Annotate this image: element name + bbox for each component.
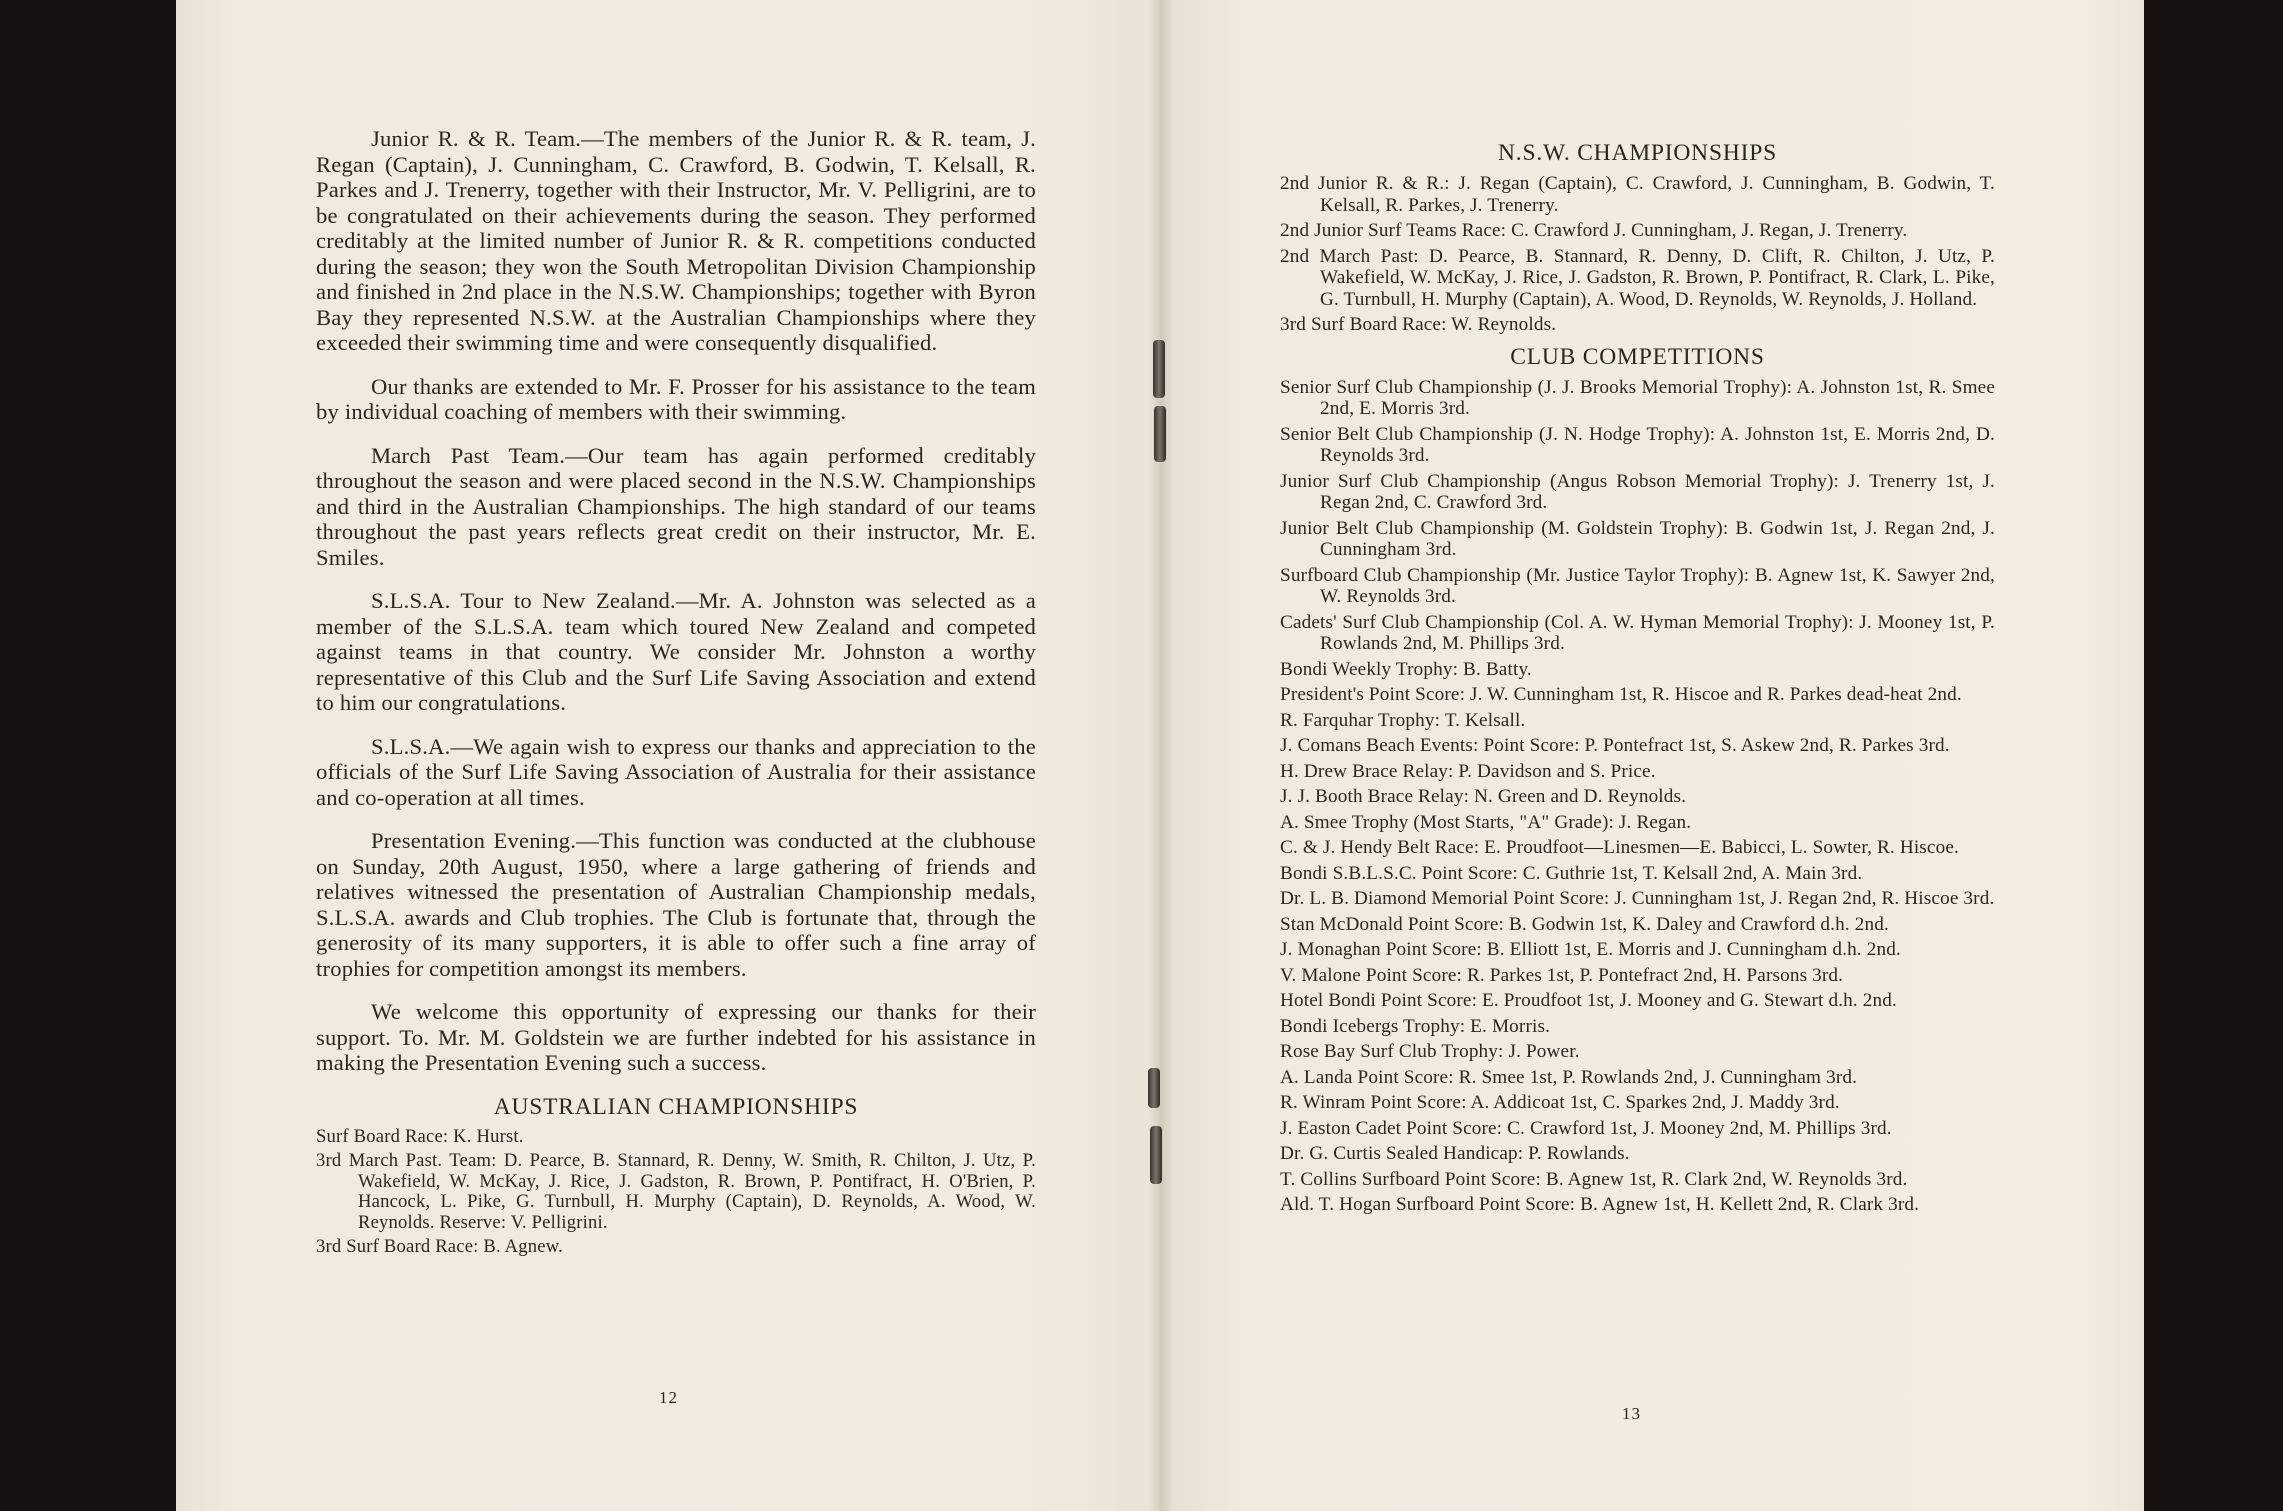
result-entry: 2nd March Past: D. Pearce, B. Stannard, R. Denny, D. Clift, R. Chilton, J. Utz, P. Wakefield, W. McKay, J. Rice, J. Gadston, R. Brown, P. Pontifract, R. Clark, L. Pike, G. Turnbull, H. Murphy (Captain), A. Wood, D. Reynolds, W. Reynolds, J. Holland. bbox=[1280, 245, 1995, 310]
result-entry: 3rd Surf Board Race: W. Reynolds. bbox=[1280, 314, 1557, 335]
result-entry: C. & J. Hendy Belt Race: E. Proudfoot—Linesmen—E. Babicci, L. Sowter, R. Hiscoe. bbox=[1280, 837, 1959, 858]
club-competitions-heading: CLUB COMPETITIONS bbox=[1510, 343, 1765, 370]
paragraph-text: Our thanks are extended to Mr. F. Prosser for his assistance to the team by individual coaching of members with their swimming. bbox=[316, 373, 1036, 424]
paragraph-text: —Mr. A. Johnston was selected as a member of the S.L.S.A. team which toured New Zealand and competed against teams in that country. We consider Mr. Johnston a worthy representative of this Club and the Surf Life Saving Association and extend to him our congratulations. bbox=[316, 588, 1036, 715]
result-entry: J. Comans Beach Events: Point Score: P. Pontefract 1st, S. Askew 2nd, R. Parkes 3rd. bbox=[1280, 735, 1950, 756]
paragraph-text: —We again wish to express our thanks and appreciation to the officials of the Surf Life Saving Association of Australia for their assistance and co-operation at all times. bbox=[316, 733, 1036, 810]
result-entry: 2nd Junior R. & R.: J. Regan (Captain), C. Crawford, J. Cunningham, B. Godwin, T. Kelsall, R. Parkes, J. Trenerry. bbox=[1280, 173, 1995, 216]
paragraph-text: We welcome this opportunity of expressing our thanks for their support. To. Mr. M. Goldstein we are further indebted for his assistance in making the Presentation Evening such a success. bbox=[316, 999, 1036, 1075]
result-entry: T. Collins Surfboard Point Score: B. Agnew 1st, R. Clark 2nd, W. Reynolds 3rd. bbox=[1280, 1168, 1908, 1190]
left-paragraphs bbox=[316, 126, 1036, 1076]
paragraph-text: —This function was conducted at the clubhouse on Sunday, 20th August, 1950, where a large gathering of friends and relatives witnessed the presentation of Australian Championship medals, S.L.S.A. awards and Club trophies. The Club is fortunate that, through the generosity of its many supporters, it is able to offer such a fine array of trophies for competition amongst its members. bbox=[316, 828, 1036, 981]
staple-top-lower bbox=[1154, 406, 1166, 462]
result-entry: Surf Board Race: K. Hurst. bbox=[316, 1125, 524, 1147]
paragraph-text: —Our team has again performed creditably throughout the season and were placed second in the N.S.W. Championships and third in the Australian Championships. The high standard of our teams throughout the past years reflects great credit on their instructor, Mr. E. Smiles. bbox=[316, 442, 1036, 570]
paragraph-lead: Junior R. & R. Team. bbox=[371, 126, 582, 151]
nsw-championships-list bbox=[1280, 173, 1995, 336]
result-entry: Surfboard Club Championship (Mr. Justice Taylor Trophy): B. Agnew 1st, K. Sawyer 2nd, W. Reynolds 3rd. bbox=[1280, 564, 1995, 607]
result-entry: Junior Surf Club Championship (Angus Robson Memorial Trophy): J. Trenerry 1st, J. Regan 2nd, C. Crawford 3rd. bbox=[1280, 470, 1995, 513]
paragraph bbox=[316, 443, 1036, 571]
result-entry: R. Farquhar Trophy: T. Kelsall. bbox=[1280, 709, 1526, 731]
result-entry: Dr. G. Curtis Sealed Handicap: P. Rowlands. bbox=[1280, 1143, 1630, 1164]
result-entry: A. Landa Point Score: R. Smee 1st, P. Rowlands 2nd, J. Cunningham 3rd. bbox=[1280, 1066, 1858, 1088]
result-entry: 3rd March Past. Team: D. Pearce, B. Stannard, R. Denny, W. Smith, R. Chilton, J. Utz, P. Wakefield, W. McKay, J. Rice, J. Gadston, R. Brown, P. Pontifract, H. O'Brien, P. Hancock, L. Pike, G. Turnbull, H. Murphy (Captain), D. Reynolds, A. Wood, W. Reynolds. Reserve: V. Pelligrini. bbox=[316, 1150, 1036, 1233]
left-column bbox=[316, 126, 1036, 1262]
result-entry: 2nd Junior Surf Teams Race: C. Crawford J. Cunningham, J. Regan, J. Trenerry. bbox=[1280, 220, 1908, 241]
result-entry: Stan McDonald Point Score: B. Godwin 1st, K. Daley and Crawford d.h. 2nd. bbox=[1280, 913, 1889, 935]
paragraph bbox=[316, 126, 1036, 356]
result-entry: Bondi S.B.L.S.C. Point Score: C. Guthrie 1st, T. Kelsall 2nd, A. Main 3rd. bbox=[1280, 862, 1863, 884]
paragraph-text: —The members of the Junior R. & R. team, J. Regan (Captain), J. Cunningham, C. Crawford, B. Godwin, T. Kelsall, R. Parkes and J. Trenerry, together with their Instructor, Mr. V. Pelligrini, are to be congratulated on their achievements during the season. They performed creditably at the limited number of Junior R. & R. competitions conducted during the season; they won the South Metropolitan Division Championship and finished in 2nd place in the N.S.W. Championships; together with Byron Bay they represented N.S.W. at the Australian Championships where they exceeded their swimming time and were consequently disqualified. bbox=[316, 126, 1037, 355]
staple-top-upper bbox=[1153, 340, 1165, 398]
paragraph-lead: Presentation Evening. bbox=[371, 828, 577, 853]
result-entry: R. Winram Point Score: A. Addicoat 1st, C. Sparkes 2nd, J. Maddy 3rd. bbox=[1280, 1092, 1840, 1113]
paragraph bbox=[316, 734, 1036, 811]
result-entry: Bondi Icebergs Trophy: E. Morris. bbox=[1280, 1015, 1551, 1037]
paragraph bbox=[316, 374, 1036, 425]
result-entry: A. Smee Trophy (Most Starts, "A" Grade): J. Regan. bbox=[1280, 811, 1692, 833]
result-entry: V. Malone Point Score: R. Parkes 1st, P. Pontefract 2nd, H. Parsons 3rd. bbox=[1280, 964, 1844, 986]
result-entry: Dr. L. B. Diamond Memorial Point Score: J. Cunningham 1st, J. Regan 2nd, R. Hiscoe 3rd. bbox=[1280, 888, 1995, 909]
result-entry: President's Point Score: J. W. Cunningham 1st, R. Hiscoe and R. Parkes dead-heat 2nd. bbox=[1280, 684, 1962, 705]
page-number-left: 12 bbox=[659, 1388, 678, 1407]
result-entry: J. Monaghan Point Score: B. Elliott 1st, E. Morris and J. Cunningham d.h. 2nd. bbox=[1280, 939, 1901, 960]
page-number-right: 13 bbox=[1622, 1404, 1641, 1423]
result-entry: Rose Bay Surf Club Trophy: J. Power. bbox=[1280, 1041, 1580, 1062]
result-entry: Cadets' Surf Club Championship (Col. A. W. Hyman Memorial Trophy): J. Mooney 1st, P. Rowlands 2nd, M. Phillips 3rd. bbox=[1280, 611, 1995, 654]
paragraph-lead: March Past Team. bbox=[371, 442, 566, 468]
book-spine bbox=[1149, 0, 1173, 1511]
result-entry: J. J. Booth Brace Relay: N. Green and D. Reynolds. bbox=[1280, 786, 1687, 807]
result-entry: Ald. T. Hogan Surfboard Point Score: B. Agnew 1st, H. Kellett 2nd, R. Clark 3rd. bbox=[1280, 1194, 1920, 1215]
result-entry: Senior Belt Club Championship (J. N. Hodge Trophy): A. Johnston 1st, E. Morris 2nd, D. Reynolds 3rd. bbox=[1280, 423, 1995, 466]
staple-bottom-upper bbox=[1148, 1068, 1160, 1108]
result-entry: Hotel Bondi Point Score: E. Proudfoot 1st, J. Mooney and G. Stewart d.h. 2nd. bbox=[1280, 990, 1897, 1011]
paragraph bbox=[316, 999, 1036, 1076]
result-entry: 3rd Surf Board Race: B. Agnew. bbox=[316, 1236, 563, 1257]
nsw-championships-heading: N.S.W. CHAMPIONSHIPS bbox=[1498, 140, 1777, 166]
result-entry: H. Drew Brace Relay: P. Davidson and S. Price. bbox=[1280, 760, 1656, 782]
right-column bbox=[1280, 140, 1995, 1220]
australian-championships-heading: AUSTRALIAN CHAMPIONSHIPS bbox=[493, 1093, 859, 1120]
result-entry: J. Easton Cadet Point Score: C. Crawford 1st, J. Mooney 2nd, M. Phillips 3rd. bbox=[1280, 1117, 1892, 1139]
paragraph bbox=[316, 588, 1036, 716]
australian-championships-list bbox=[316, 1127, 1036, 1258]
paragraph-lead: S.L.S.A. Tour to New Zealand. bbox=[371, 588, 676, 613]
result-entry: Bondi Weekly Trophy: B. Batty. bbox=[1280, 658, 1532, 680]
paragraph-lead: S.L.S.A. bbox=[371, 733, 451, 759]
result-entry: Junior Belt Club Championship (M. Goldstein Trophy): B. Godwin 1st, J. Regan 2nd, J. Cunningham 3rd. bbox=[1280, 517, 1995, 560]
result-entry: Senior Surf Club Championship (J. J. Brooks Memorial Trophy): A. Johnston 1st, R. Smee 2nd, E. Morris 3rd. bbox=[1280, 376, 1995, 419]
paragraph bbox=[316, 828, 1036, 981]
club-competitions-list bbox=[1280, 377, 1995, 1216]
staple-bottom-lower bbox=[1150, 1126, 1162, 1184]
